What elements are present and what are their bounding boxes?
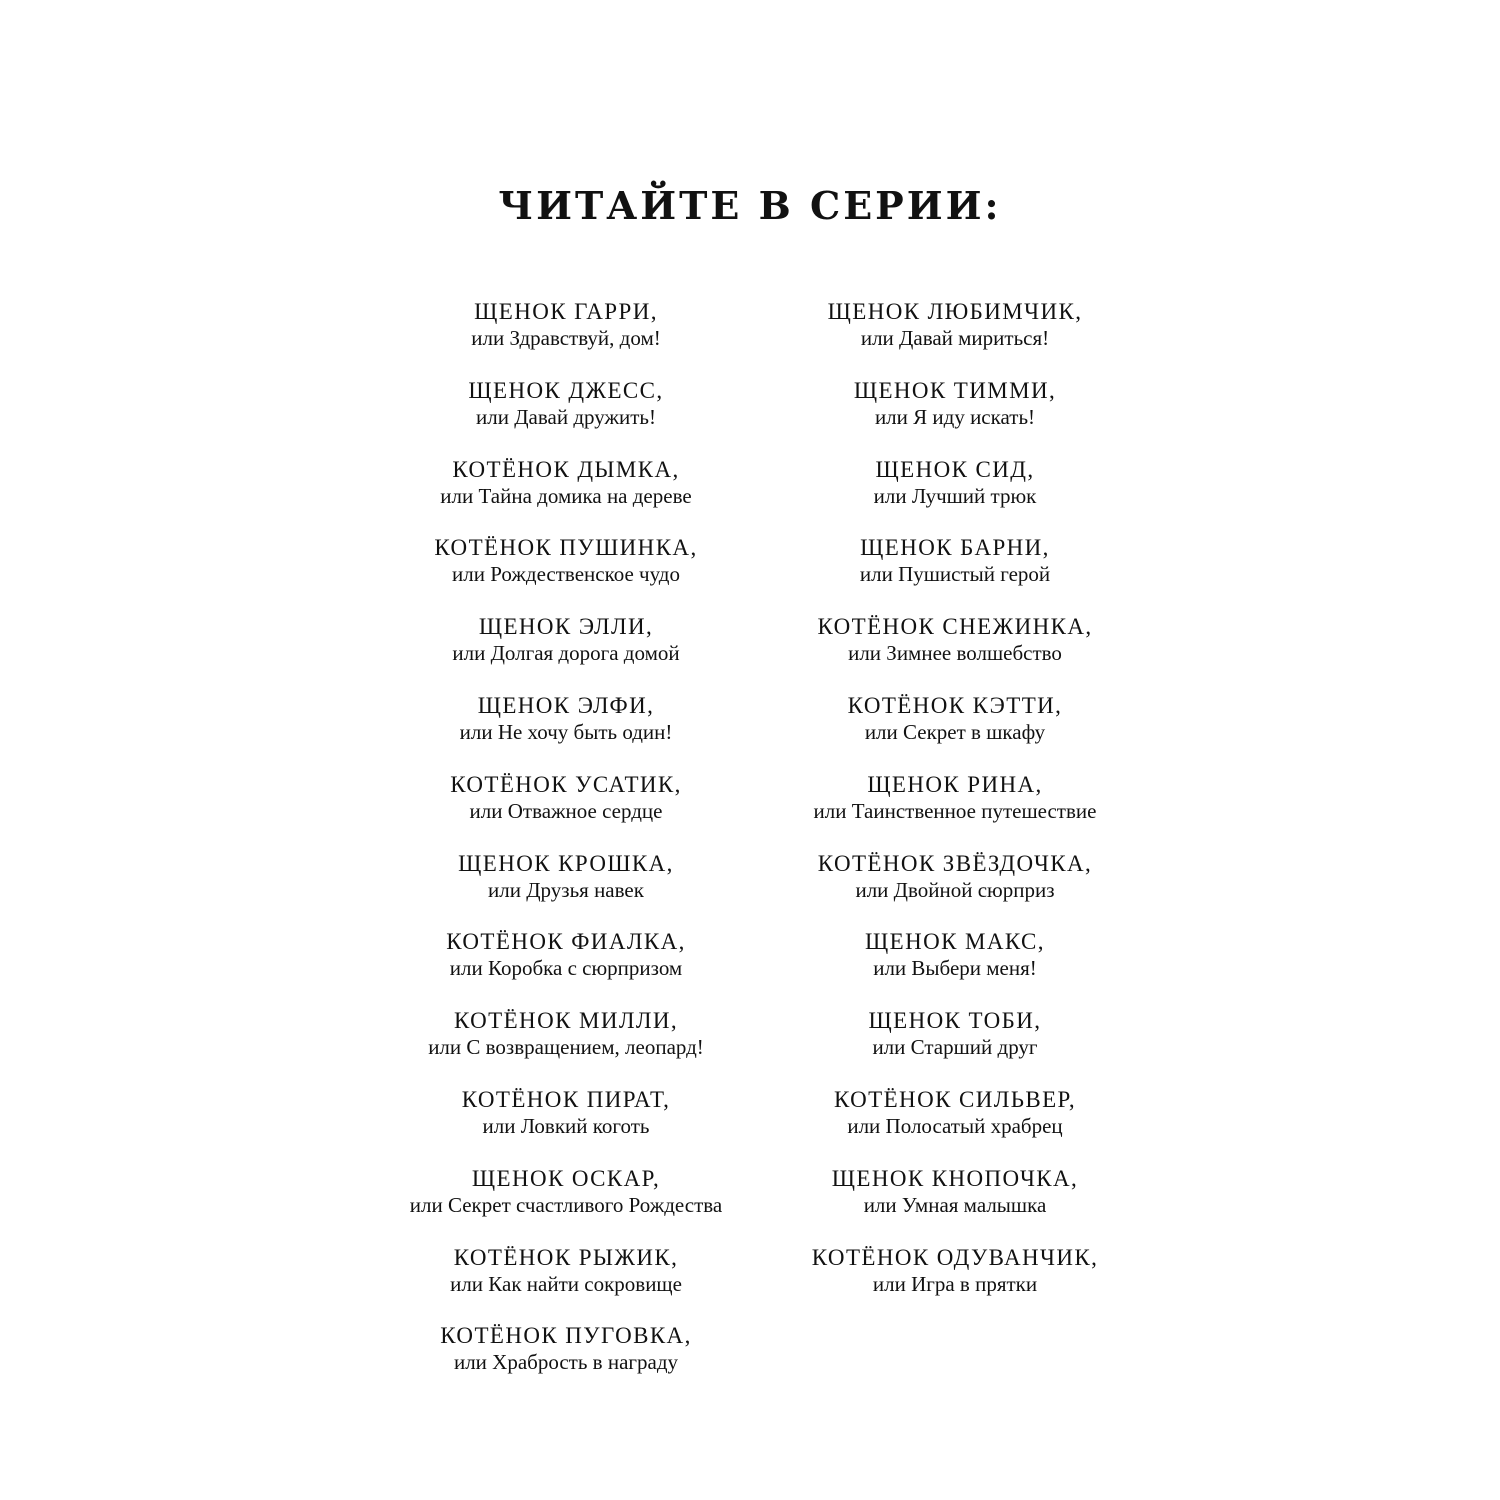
book-subtitle: или Храбрость в награду bbox=[453, 1350, 679, 1374]
book-subtitle: или Двойной сюрприз bbox=[855, 878, 1055, 902]
book-subtitle: или Таинственное путешествие bbox=[813, 799, 1097, 823]
book-title: ЩЕНОК РИНА, bbox=[867, 772, 1043, 797]
book-subtitle: или Отважное сердце bbox=[469, 799, 663, 823]
book-entry bbox=[745, 692, 1165, 746]
book-subtitle: или Зимнее волшебство bbox=[848, 641, 1062, 665]
book-subtitle: или Игра в прятки bbox=[872, 1272, 1038, 1296]
book-entry bbox=[745, 928, 1165, 982]
book-title: ЩЕНОК КНОПОЧКА, bbox=[831, 1166, 1079, 1191]
book-title: КОТЁНОК ПУГОВКА, bbox=[440, 1323, 692, 1348]
book-title: ЩЕНОК БАРНИ, bbox=[860, 535, 1050, 560]
book-entry bbox=[356, 1007, 776, 1061]
book-entry bbox=[356, 1165, 776, 1219]
book-entry bbox=[745, 613, 1165, 667]
book-entry bbox=[356, 613, 776, 667]
book-entry bbox=[745, 456, 1165, 510]
book-title: ЩЕНОК КРОШКА, bbox=[458, 851, 674, 876]
book-subtitle: или Я иду искать! bbox=[874, 405, 1036, 429]
book-subtitle: или Старший друг bbox=[872, 1035, 1038, 1059]
book-title: КОТЁНОК КЭТТИ, bbox=[847, 693, 1063, 718]
book-title: ЩЕНОК ОСКАР, bbox=[471, 1166, 661, 1191]
book-subtitle: или Коробка с сюрпризом bbox=[449, 956, 683, 980]
book-entry bbox=[745, 298, 1165, 352]
book-title: ЩЕНОК ДЖЕСС, bbox=[468, 378, 664, 403]
book-entry bbox=[745, 1007, 1165, 1061]
book-subtitle: или Как найти сокровище bbox=[450, 1272, 682, 1296]
book-subtitle: или Умная малышка bbox=[863, 1193, 1047, 1217]
book-entry bbox=[356, 534, 776, 588]
book-entry bbox=[356, 928, 776, 982]
book-subtitle: или Тайна домика на дереве bbox=[440, 484, 692, 508]
book-subtitle: или Долгая дорога домой bbox=[452, 641, 680, 665]
book-entry bbox=[745, 534, 1165, 588]
book-title: КОТЁНОК СИЛЬВЕР, bbox=[833, 1087, 1076, 1112]
book-subtitle: или Рождественское чудо bbox=[452, 562, 680, 586]
book-entry bbox=[745, 1165, 1165, 1219]
book-title: КОТЁНОК СНЕЖИНКА, bbox=[817, 614, 1093, 639]
book-title: КОТЁНОК ФИАЛКА, bbox=[446, 929, 686, 954]
book-entry bbox=[745, 1244, 1165, 1298]
book-entry bbox=[356, 377, 776, 431]
book-title: ЩЕНОК ЭЛФИ, bbox=[477, 693, 655, 718]
book-entry bbox=[745, 377, 1165, 431]
book-entry bbox=[356, 692, 776, 746]
book-title: ЩЕНОК ЭЛЛИ, bbox=[478, 614, 654, 639]
book-title: КОТЁНОК МИЛЛИ, bbox=[453, 1008, 678, 1033]
book-title: ЩЕНОК ТОБИ, bbox=[868, 1008, 1042, 1033]
book-title: ЩЕНОК ГАРРИ, bbox=[474, 299, 658, 324]
page-heading: ЧИТАЙТЕ В СЕРИИ: bbox=[498, 183, 1002, 228]
book-entry bbox=[745, 1086, 1165, 1140]
book-subtitle: или Пушистый герой bbox=[859, 562, 1051, 586]
book-subtitle: или Давай дружить! bbox=[476, 405, 656, 429]
book-title: ЩЕНОК ЛЮБИМЧИК, bbox=[827, 299, 1083, 324]
book-subtitle: или Друзья навек bbox=[488, 878, 644, 902]
book-title: КОТЁНОК ОДУВАНЧИК, bbox=[811, 1245, 1099, 1270]
book-entry bbox=[356, 1244, 776, 1298]
book-entry bbox=[356, 1086, 776, 1140]
book-title: КОТЁНОК УСАТИК, bbox=[450, 772, 682, 797]
book-title: КОТЁНОК ПУШИНКА, bbox=[434, 535, 698, 560]
book-entry bbox=[356, 298, 776, 352]
book-subtitle: или Секрет в шкафу bbox=[864, 720, 1046, 744]
book-entry bbox=[745, 771, 1165, 825]
book-entry bbox=[745, 850, 1165, 904]
book-entry bbox=[356, 456, 776, 510]
book-subtitle: или Секрет счастливого Рождества bbox=[409, 1193, 723, 1217]
book-title: ЩЕНОК ТИММИ, bbox=[853, 378, 1057, 403]
book-subtitle: или Не хочу быть один! bbox=[459, 720, 673, 744]
book-entry bbox=[356, 850, 776, 904]
book-entry bbox=[356, 771, 776, 825]
book-subtitle: или Здравствуй, дом! bbox=[471, 326, 661, 350]
book-entry bbox=[356, 1322, 776, 1376]
book-title: КОТЁНОК ЗВЁЗДОЧКА, bbox=[817, 851, 1093, 876]
book-subtitle: или Полосатый храбрец bbox=[847, 1114, 1063, 1138]
book-title: КОТЁНОК ПИРАТ, bbox=[461, 1087, 671, 1112]
book-title: КОТЁНОК ДЫМКА, bbox=[452, 457, 680, 482]
book-subtitle: или Ловкий коготь bbox=[482, 1114, 650, 1138]
book-subtitle: или Давай мириться! bbox=[860, 326, 1050, 350]
book-title: ЩЕНОК СИД, bbox=[875, 457, 1035, 482]
book-title: КОТЁНОК РЫЖИК, bbox=[453, 1245, 679, 1270]
book-subtitle: или С возвращением, леопард! bbox=[428, 1035, 704, 1059]
book-title: ЩЕНОК МАКС, bbox=[865, 929, 1045, 954]
book-subtitle: или Лучший трюк bbox=[873, 484, 1037, 508]
book-subtitle: или Выбери меня! bbox=[873, 956, 1037, 980]
